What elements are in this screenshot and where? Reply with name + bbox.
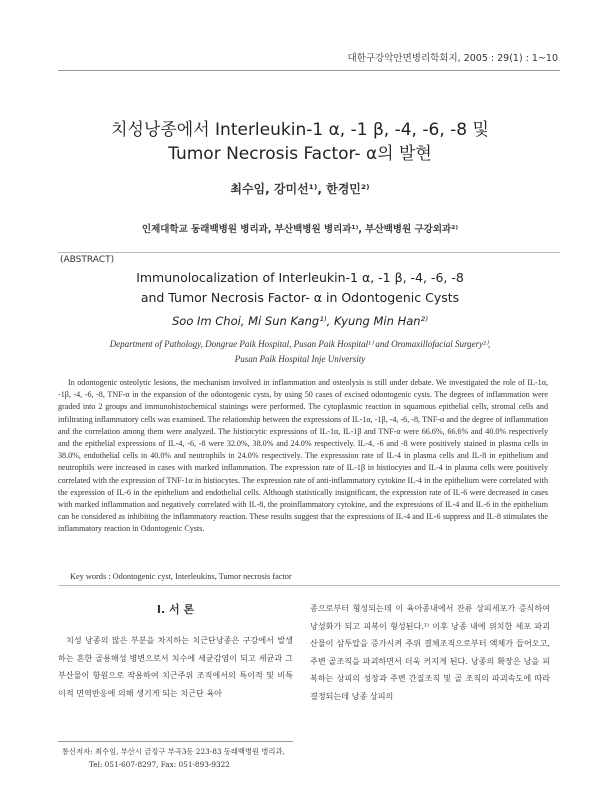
section-heading-introduction: I. 서 론 (156, 603, 195, 616)
english-affiliation-line1: Department of Pathology, Dongrae Paik Hospital, Pusan Paik Hospital¹⁾ and Oromaxillofacial Surgery²⁾, (109, 339, 491, 349)
english-authors: Soo Im Choi, Mi Sun Kang¹⁾, Kyung Min Han²⁾ (171, 314, 428, 328)
abstract-body: In odontogenic osteolytic lesions, the mechanism involved in inflammation and osteolysis is still under debate. We investigated the role of IL-1α, -1β, -4, -6, -8, TNF-α in the expansion of the odontogenic cysts, by using 50 cases of excised odontogenic cysts. The degrees of inflammation were graded into 2 groups and immunohistochemical stainings were performed. The cytoplasmic reaction in squamous epithelial cells, stromal cells and infiltrating inflammatory cells was examined. The relationship between the expressions of IL-1α, -1β, -4, -6, -8, TNF-α and the degree of inflammation and the correlation among them were analyzed. The histiocytic expressions of IL-1α, IL-1β and TNF-α were 66.6%, 66.6% and 40.0% respectively and the epithelial expressions of IL-4, -6, -8 were 32.0%, 38.0% and 24.0% respectively. IL-4, -6 and -8 were positively stained in plasma cells in 38.0%, endothelial cells in 40.0% and neutrophils in 24.0% respectively. The expresssion rate of IL-4 in plasma cells and IL-8 in epithelium and neutrophils were increased in cases with marked inflammation. The expression rate of IL-1β in histiocytes and IL-4 in plasma cells were positively correlated with the expression of TNF-1α in histiocytes. The expression rate of anti-inflammatory cytokine IL-4 in the epithelium were correlated with the expression of IL-6 in the epithelium and endothelial cells. Although statistically insignificant, the expression rate of IL-6 were decreased in cases with marked inflammation and negatively correlated with IL-8, the proinflammatory cytokine, and the expressions of IL-4 and IL-6 in the epithelium can be considered as inhibiting the inflammatory reaction. These results suggest that the expressions of IL-4 and IL-6 suppress and IL-8 stimulates the inflammatory reaction in Odontogenic Cysts. (58, 378, 548, 534)
keywords-divider (58, 585, 560, 586)
footnote-divider (58, 741, 293, 742)
english-title-line1: Immunolocalization of Interleukin-1 α, -1 β, -4, -6, -8 (136, 270, 464, 285)
keywords: Key words : Odontogenic cyst, Interleukins, Tumor necrosis factor (70, 572, 292, 581)
correspondence-footnote (62, 745, 285, 771)
english-title (0, 268, 600, 308)
korean-title-line1: 치성낭종에서 Interleukin-1 α, -1 β, -4, -6, -8 및 (111, 120, 489, 140)
header-divider (58, 70, 560, 71)
english-title-line2: and Tumor Necrosis Factor- α in Odontogenic Cysts (140, 290, 460, 305)
footnote-line1: 통신저자: 최수임, 부산시 금정구 부곡3동 223-83 동래백병원 병리과, (62, 747, 285, 756)
korean-title-line2: Tumor Necrosis Factor- α의 발현 (168, 144, 432, 164)
korean-authors: 최수임, 강미선¹⁾, 한경민²⁾ (230, 182, 370, 196)
english-affiliation-line2: Pusan Paik Hospital Inje University (234, 354, 366, 364)
journal-header: 대한구강악안면병리학회지, 2005 : 29(1) : 1~10 (347, 53, 558, 64)
abstract-label: (ABSTRACT) (60, 255, 115, 265)
english-affiliations (0, 337, 600, 367)
introduction-right-column: 종으로부터 형성되는데 이 육아종내에서 잔류 상피세포가 증식하여 낭성화가 되고 피복이 형성된다.¹⁾ 이후 낭종 내에 위치한 세포 파괴산물이 삼투압을 증가시켜 주위 결체조직으로부터 액체가 들어오고, 주변 골조직을 파괴하면서 더욱 커지게 된다. 낭종의 확장은 낭을 피복하는 상피의 성장과 주변 간질조직 및 골 조직의 파괴속도에 따라 결정되는데 낭종 상피의 (310, 603, 550, 701)
introduction-left-column: 치성 낭종의 많은 부분을 차지하는 치근단낭종은 구강에서 발생하는 흔한 골용해성 병변으로서 치수에 세균감염이 되고 세균과 그 부산물이 항원으로 작용하여 치근주위 조직에서의 특이적 및 비특이적 면역반응에 의해 생기게 되는 치근단 육아 (58, 635, 293, 698)
footnote-line2: Tel: 051-607-8297, Fax: 051-893-9322 (89, 760, 230, 769)
abstract-divider (58, 252, 560, 253)
korean-title (0, 118, 600, 166)
korean-affiliations: 인제대학교 동래백병원 병리과, 부산백병원 병리과¹⁾, 부산백병원 구강외과²⁾ (141, 224, 459, 235)
